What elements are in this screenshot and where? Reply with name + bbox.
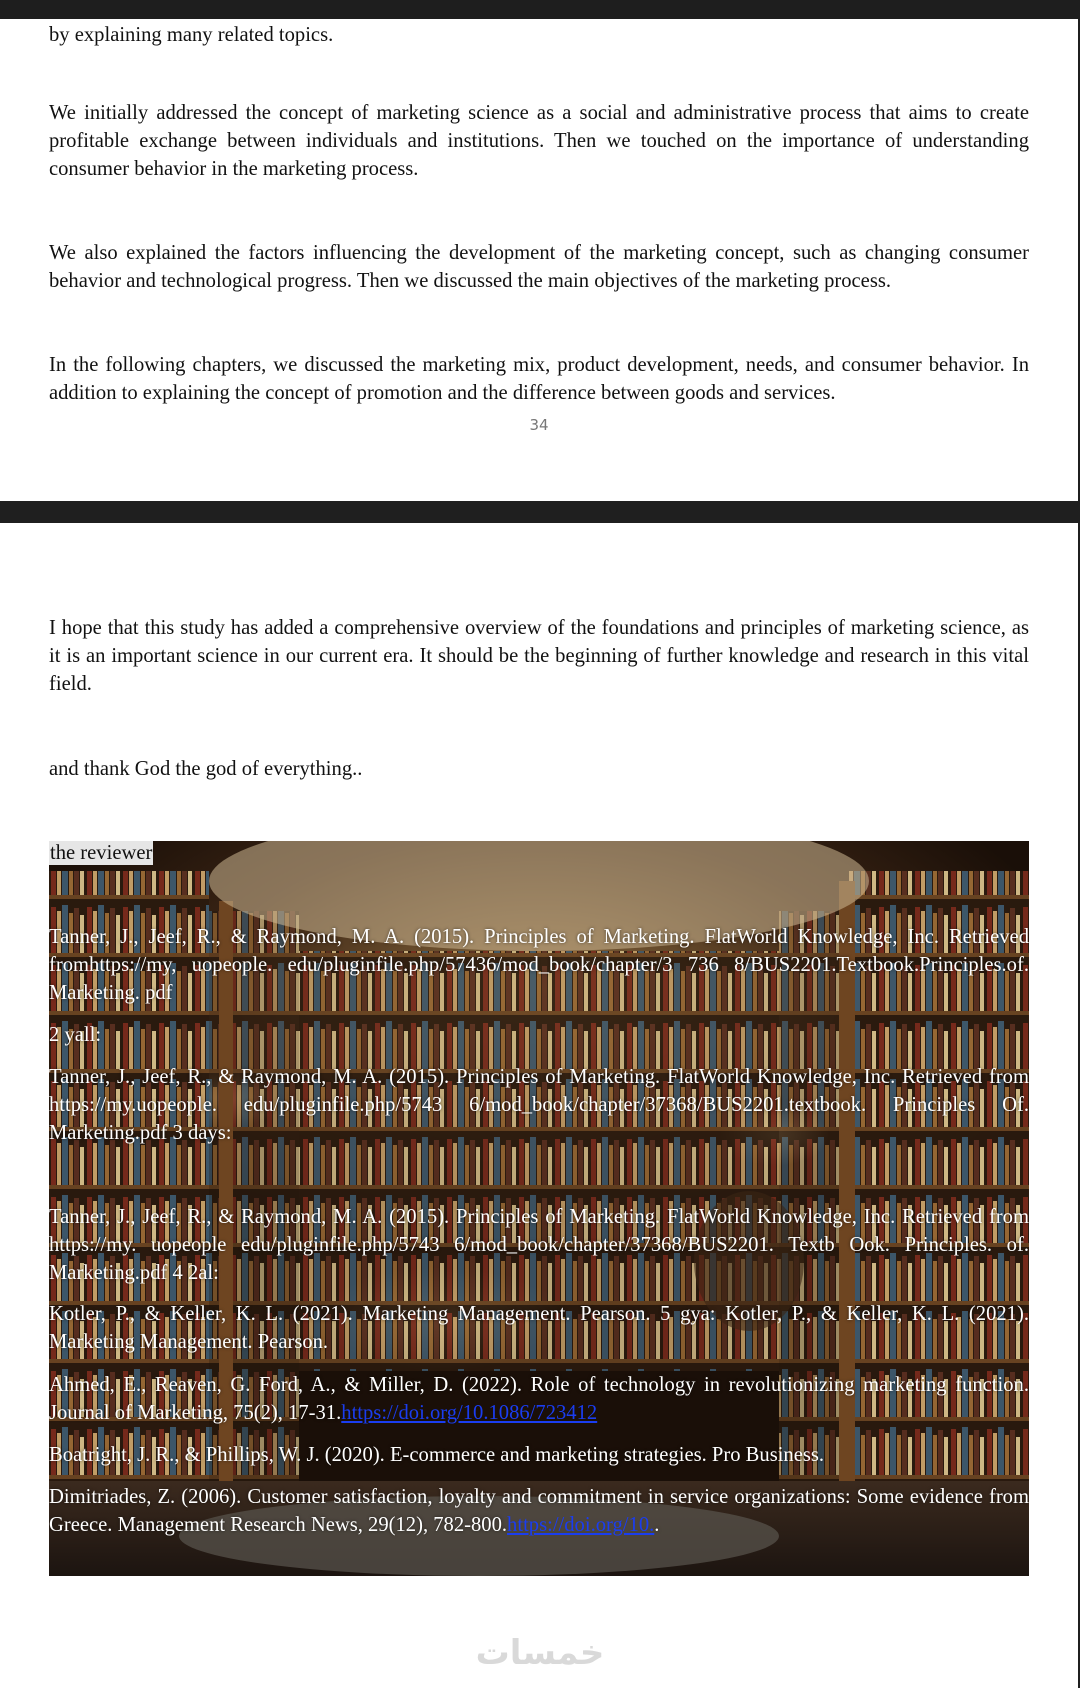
reference-dimitriades-tail: . xyxy=(654,1514,660,1536)
library-background-image xyxy=(49,841,1029,1576)
reviewer-label: the reviewer xyxy=(50,842,153,864)
khamsat-watermark: خمسات xyxy=(475,1633,605,1673)
reference-tanner-2: Tanner, J., Jeef, R., & Raymond, M. A. (2015). Principles of Marketing. FlatWorld Knowledge, Inc. Retrieved from https://my.uopeople. edu/pluginfile.php/5743 6/mod_book/chapter/37368/BUS2201.textbook. Principles Of. Marketing.pdf 3 days: xyxy=(49,1066,1029,1144)
reference-tanner-1: Tanner, J., Jeef, R., & Raymond, M. A. (2015). Principles of Marketing. FlatWorld Knowledge, Inc. Retrieved fromhttps://my, uopeople. edu/pluginfile.php/57436/mod_book/chapter/3 736 8/BUS2201.Textbook.Principles.of. Marketing. pdf xyxy=(49,926,1029,1004)
document-page-34 xyxy=(0,19,1078,501)
paragraph-thanks: and thank God the god of everything.. xyxy=(49,758,363,780)
reference-dimitriades-text: Dimitriades, Z. (2006). Customer satisfaction, loyalty and commitment in service organizations: Some evidence from Greece. Management Research News, 29(12), 782-800. xyxy=(49,1486,1029,1536)
reference-boatright: Boatright, J. R., & Phillips, W. J. (2020). E-commerce and marketing strategies. Pro Business. xyxy=(49,1444,825,1466)
reference-ahmed xyxy=(49,1371,1029,1427)
reference-dimitriades xyxy=(49,1483,1029,1539)
reference-dimitriades-doi-link[interactable]: https://doi.org/10. xyxy=(507,1514,655,1536)
reference-label-2: 2 yall: xyxy=(49,1024,102,1046)
viewer-top-bar xyxy=(0,0,1080,19)
reference-tanner-3: Tanner, J., Jeef, R., & Raymond, M. A. (2015). Principles of Marketing. FlatWorld Knowledge, Inc. Retrieved from https://my. uopeople edu/pluginfile.php/5743 6/mod_book/chapter/37368/BUS2201. Textb Ook. Principles. of. Marketing.pdf 4 2al: xyxy=(49,1206,1029,1284)
paragraph-conclusion: I hope that this study has added a comprehensive overview of the foundations and principles of marketing science, as it is an important science in our current era. It should be the beginning of further knowledge and research in this vital field. xyxy=(49,617,1029,695)
paragraph-influencing-factors: We also explained the factors influencing the development of the marketing concept, such as changing consumer behavior and technological progress. Then we discussed the main objectives of the marketing process. xyxy=(49,242,1029,292)
paragraph-marketing-concept: We initially addressed the concept of marketing science as a social and administrative process that aims to create profitable exchange between individuals and institutions. Then we touched on the importance of understanding consumer behavior in the marketing process. xyxy=(49,102,1029,180)
reference-ahmed-text: Ahmed, E., Reaven, G. Ford, A., & Miller, D. (2022). Role of technology in revolutionizing marketing function. Journal of Marketing, 75(2), 17-31. xyxy=(49,1374,1029,1424)
reference-ahmed-doi-link[interactable]: https://doi.org/10.1086/723412 xyxy=(341,1402,598,1424)
paragraph-following-chapters: In the following chapters, we discussed the marketing mix, product development, needs, and consumer behavior. In addition to explaining the concept of promotion and the difference between goods and services. xyxy=(49,354,1029,404)
page-number: 34 xyxy=(529,416,549,434)
paragraph-intro-end: by explaining many related topics. xyxy=(49,24,334,46)
document-page-35 xyxy=(0,523,1078,1688)
reference-kotler: Kotler, P., & Keller, K. L. (2021). Marketing Management. Pearson. 5 gya: Kotler, P., & Keller, K. L. (2021). Marketing Management. Pearson. xyxy=(49,1303,1029,1353)
